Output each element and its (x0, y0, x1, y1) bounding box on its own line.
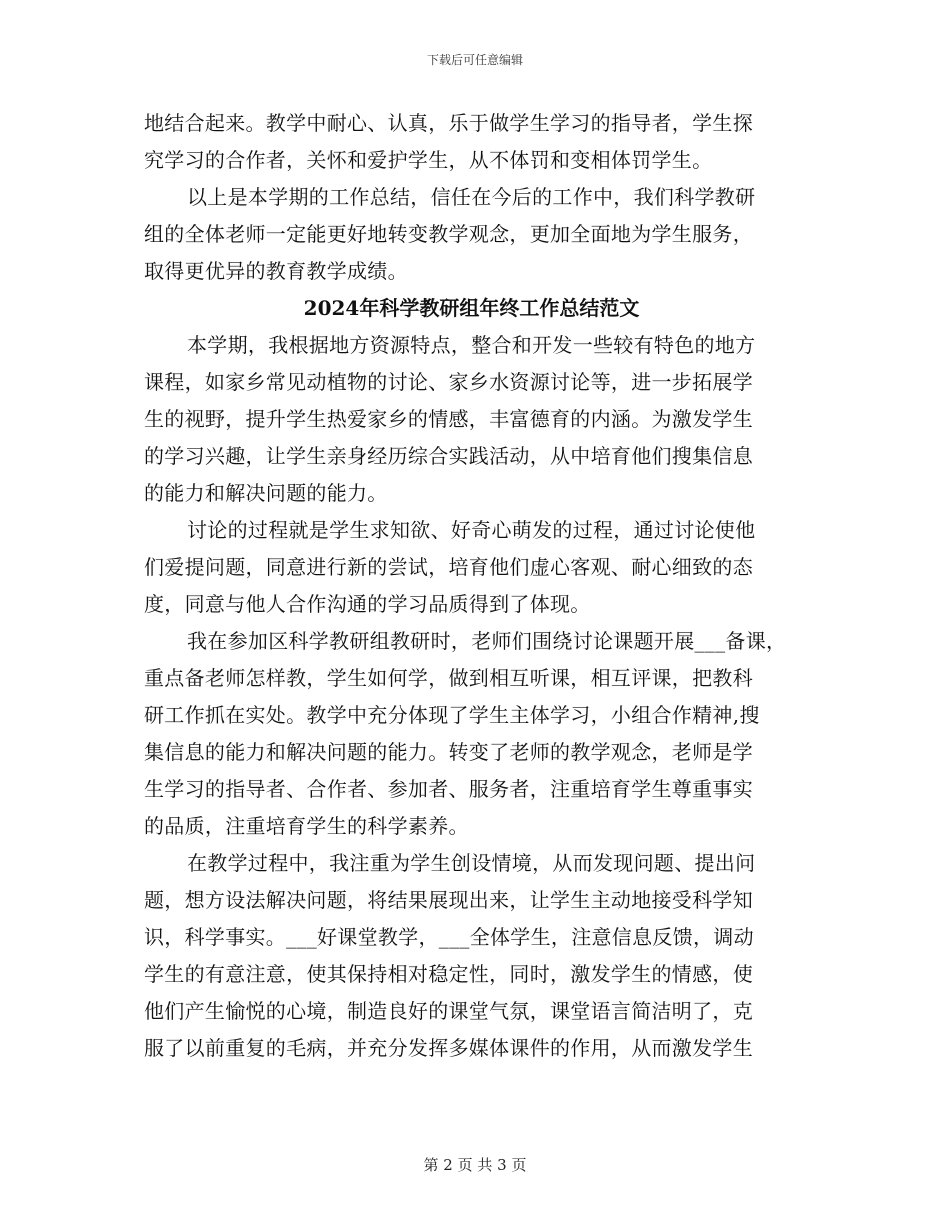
text-line: 的学习兴趣，让学生亲身经历综合实践活动，从中培育他们搜集信息 (144, 444, 753, 468)
text-line: 们爱提问题，同意进行新的尝试，培育他们虚心客观、耐心细致的态 (144, 555, 753, 579)
text-line: 生学习的指导者、合作者、参加者、服务者，注重培育学生尊重事实 (144, 777, 753, 801)
text-line: 度，同意与他人合作沟通的学习品质得到了体现。 (144, 592, 591, 616)
page-header: 下载后可任意编辑 (426, 53, 523, 67)
text-line: 学生的有意注意，使其保持相对稳定性，同时，激发学生的情感，使 (144, 962, 753, 986)
text-line: 讨论的过程就是学生求知欲、好奇心萌发的过程，通过讨论使他 (187, 518, 756, 542)
text-line: 题，想方设法解决问题，将结果展现出来，让学生主动地接受科学知 (144, 888, 753, 912)
text-line: 取得更优异的教育教学成绩。 (144, 259, 408, 283)
text-line: 研工作抓在实处。教学中充分体现了学生主体学习，小组合作精神,搜 (144, 703, 760, 727)
page-footer: 第 2 页 共 3 页 (423, 1156, 527, 1174)
text-line: 组的全体老师一定能更好地转变教学观念，更加全面地为学生服务， (144, 222, 753, 246)
text-line: 服了以前重复的毛病，并充分发挥多媒体课件的作用，从而激发学生 (144, 1036, 753, 1060)
text-line: 本学期，我根据地方资源特点，整合和开发一些较有特色的地方 (187, 333, 756, 357)
text-line: 生的视野，提升学生热爱家乡的情感，丰富德育的内涵。为激发学生 (144, 407, 753, 431)
text-line: 识，科学事实。___好课堂教学，___全体学生，注意信息反馈，调动 (144, 925, 754, 949)
document-body (144, 105, 799, 1067)
text-line: 以上是本学期的工作总结，信任在今后的工作中，我们科学教研 (187, 185, 756, 209)
text-line: 课程，如家乡常见动植物的讨论、家乡水资源讨论等，进一步拓展学 (144, 370, 753, 394)
section-title: 2024年科学教研组年终工作总结范文 (303, 296, 640, 320)
text-line: 重点备老师怎样教，学生如何学，做到相互听课，相互评课，把教科 (144, 666, 753, 690)
text-line: 的品质，注重培育学生的科学素养。 (144, 814, 469, 838)
text-line: 在教学过程中，我注重为学生创设情境，从而发现问题、提出问 (187, 851, 756, 875)
text-line: 究学习的合作者，关怀和爱护学生，从不体罚和变相体罚学生。 (144, 148, 713, 172)
text-line: 他们产生愉悦的心境，制造良好的课堂气氛，课堂语言简洁明了，克 (144, 999, 753, 1023)
text-line: 的能力和解决问题的能力。 (144, 481, 388, 505)
text-line: 集信息的能力和解决问题的能力。转变了老师的教学观念，老师是学 (144, 740, 753, 764)
text-line: 地结合起来。教学中耐心、认真，乐于做学生学习的指导者，学生探 (144, 111, 753, 135)
text-line: 我在参加区科学教研组教研时，老师们围绕讨论课题开展___备课， (187, 629, 787, 653)
